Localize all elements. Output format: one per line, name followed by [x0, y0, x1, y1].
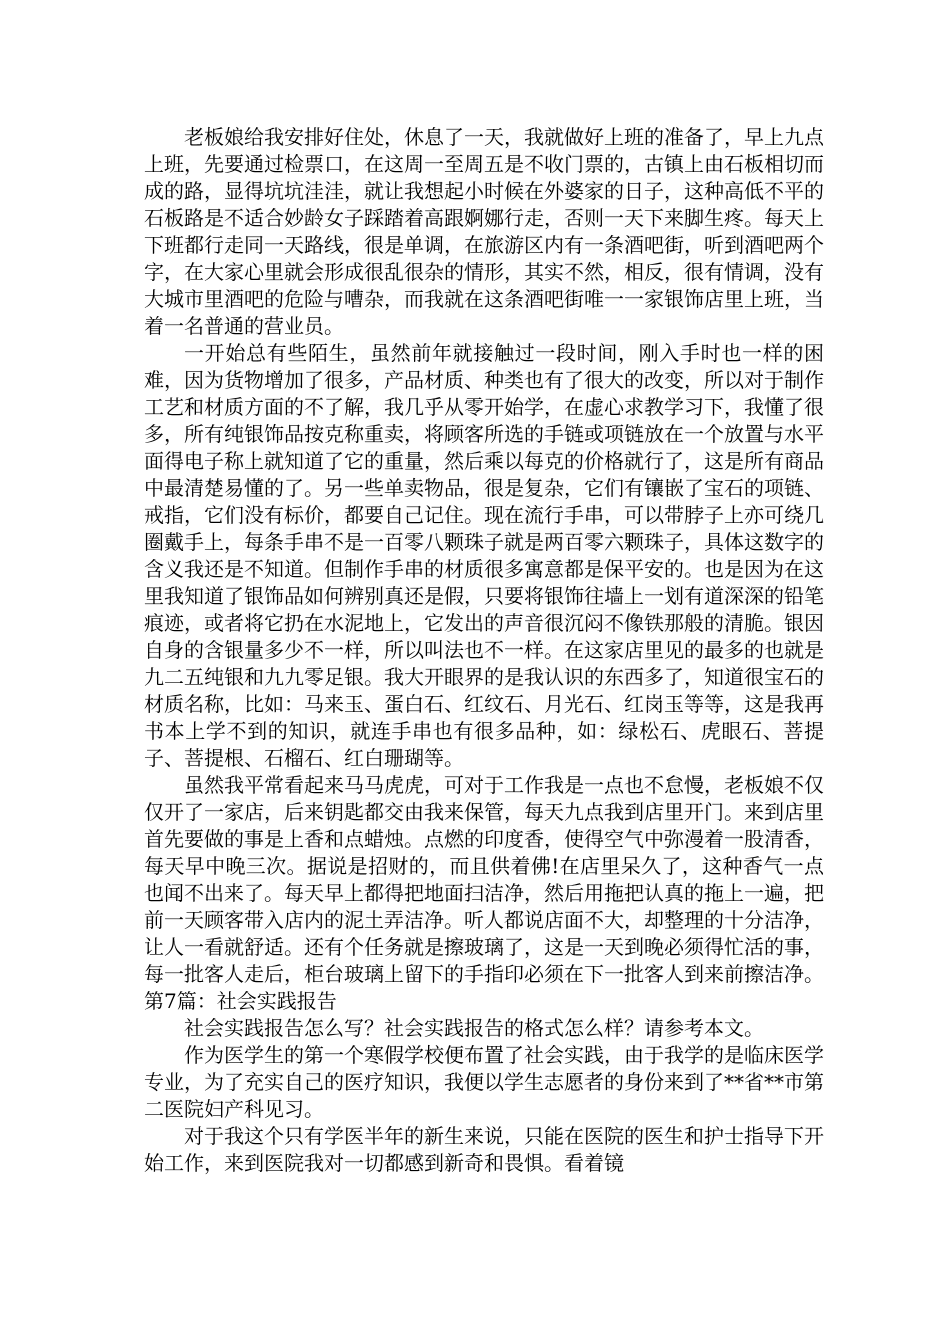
paragraph-hospital-start: 对于我这个只有学医半年的新生来说，只能在医院的医生和护士指导下开始工作，来到医院我对一切都感到新奇和畏惧。看着镜 — [144, 1124, 824, 1175]
paragraph-job-arrangement: 老板娘给我安排好住处，休息了一天，我就做好上班的准备了，早上九点上班，先要通过检票口，在这周一至周五是不收门票的，古镇上由石板相切而成的路，显得坑坑洼洼，就让我想起小时候在外婆家的日子，这种高低不平的石板路是不适合妙龄女子踩踏着高跟婀娜行走，否则一天下来脚生疼。每天上下班都行走同一天路线，很是单调，在旅游区内有一条酒吧街，听到酒吧两个字，在大家心里就会形成很乱很杂的情形，其实不然，相反，很有情调，没有大城市里酒吧的危险与嘈杂，而我就在这条酒吧街唯一一家银饰店里上班，当着一名普通的营业员。 — [144, 125, 824, 338]
paragraph-medical-practice: 作为医学生的第一个寒假学校便布置了社会实践，由于我学的是临床医学专业，为了充实自己的医疗知识，我便以学生志愿者的身份来到了**省**市第二医院妇产科见习。 — [144, 1043, 824, 1121]
paragraph-report-intro: 社会实践报告怎么写？社会实践报告的格式怎么样？请参考本文。 — [184, 1016, 764, 1040]
paragraph-daily-routine: 虽然我平常看起来马马虎虎，可对于工作我是一点也不怠慢，老板娘不仅仅开了一家店，后来钥匙都交由我来保管，每天九点我到店里开门。来到店里首先要做的事是上香和点蜡烛。点燃的印度香，使得空气中弥漫着一股清香，每天早中晚三次。据说是招财的，而且供着佛!在店里呆久了，这种香气一点也闻不出来了。每天早上都得把地面扫洁净，然后用拖把认真的拖上一遍，把前一天顾客带入店内的泥土弄洁净。听人都说店面不大，却整理的十分洁净，让人一看就舒适。还有个任务就是擦玻璃了，这是一天到晚必须得忙活的事，每一批客人走后，柜台玻璃上留下的手指印必须在下一批客人到来前擦洁净。第7篇：社会实践报告 — [144, 773, 824, 1013]
document-page — [144, 124, 824, 1177]
paragraph-silver-knowledge: 一开始总有些陌生，虽然前年就接触过一段时间，刚入手时也一样的困难，因为货物增加了很多，产品材质、种类也有了很大的改变，所以对于制作工艺和材质方面的不了解，我几乎从零开始学，在虚心求教学习下，我懂了很多，所有纯银饰品按克称重卖，将顾客所选的手链或项链放在一个放置与水平面得电子称上就知道了它的重量，然后乘以每克的价格就行了，这是所有商品中最清楚易懂的了。另一些单卖物品，很是复杂，它们有镶嵌了宝石的项链、戒指，它们没有标价，都要自己记住。现在流行手串，可以带脖子上亦可绕几圈戴手上，每条手串不是一百零八颗珠子就是两百零六颗珠子，具体这数字的含义我还是不知道。但制作手串的材质很多寓意都是保平安的。也是因为在这里我知道了银饰品如何辨别真还是假，只要将银饰往墙上一划有道深深的铅笔痕迹，或者将它扔在水泥地上，它发出的声音很沉闷不像铁那般的清脆。银因自身的含银量多少不一样，所以叫法也不一样。在这家店里见的最多的也就是九二五纯银和九九零足银。我大开眼界的是我认识的东西多了，知道很宝石的材质名称，比如：马来玉、蛋白石、红纹石、月光石、红岗玉等等，这是我再书本上学不到的知识，就连手串也有很多品种，如：绿松石、虎眼石、菩提子、菩提根、石榴石、红白珊瑚等。 — [144, 341, 824, 770]
